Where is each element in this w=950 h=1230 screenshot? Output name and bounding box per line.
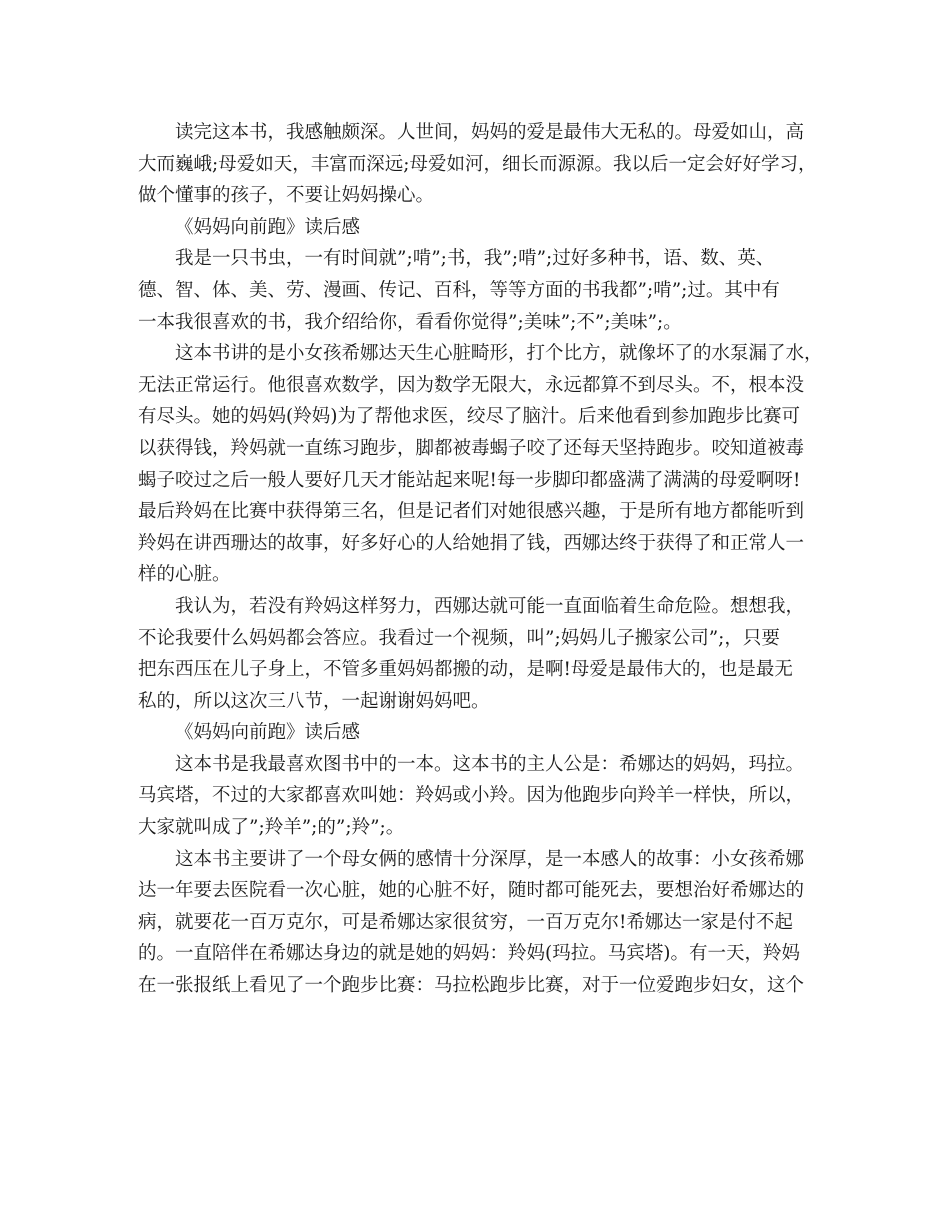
paragraph-line: 羚妈在讲西珊达的故事，好多好心的人给她捐了钱，西娜达终于获得了和正常人一 — [138, 532, 805, 554]
paragraph-line: 大家就叫成了”;羚羊”;的”;羚”;。 — [138, 817, 405, 839]
paragraph-line: 样的心脏。 — [138, 564, 231, 586]
paragraph-line: 病，就要花一百万克尔，可是希娜达家很贫穷，一百万克尔!希娜达一家是付不起 — [138, 911, 793, 933]
paragraph-line: 以获得钱，羚妈就一直练习跑步，脚都被毒蝎子咬了还每天坚持跑步。咬知道被毒 — [138, 437, 805, 459]
paragraph-first-line: 《妈妈向前跑》读后感 — [175, 216, 361, 238]
paragraph-line: 做个懂事的孩子，不要让妈妈操心。 — [138, 185, 435, 207]
paragraph-first-line: 这本书是我最喜欢图书中的一本。这本书的主人公是：希娜达的妈妈，玛拉。 — [175, 753, 805, 775]
paragraph-line: 的。一直陪伴在希娜达身边的就是她的妈妈：羚妈(玛拉。马宾塔)。有一天，羚妈 — [138, 943, 800, 965]
paragraph-line: 马宾塔，不过的大家都喜欢叫她：羚妈或小羚。因为他跑步向羚羊一样快，所以， — [138, 785, 805, 807]
paragraph-line: 在一张报纸上看见了一个跑步比赛：马拉松跑步比赛，对于一位爱跑步妇女，这个 — [138, 975, 805, 997]
paragraph-first-line: 《妈妈向前跑》读后感 — [175, 722, 361, 744]
paragraph-line: 最后羚妈在比赛中获得第三名，但是记者们对她很感兴趣，于是所有地方都能听到 — [138, 501, 805, 523]
paragraph-first-line: 读完这本书，我感触颇深。人世间，妈妈的爱是最伟大无私的。母爱如山，高 — [175, 122, 805, 143]
paragraph-line: 大而巍峨;母爱如天，丰富而深远;母爱如河，细长而源源。我以后一定会好好学习， — [138, 153, 817, 175]
paragraph-line: 一本我很喜欢的书，我介绍给你，看看你觉得”;美味”;不”;美味”;。 — [138, 311, 682, 333]
paragraph-first-line: 这本书主要讲了一个母女俩的感情十分深厚，是一本感人的故事：小女孩希娜 — [175, 848, 805, 870]
paragraph-first-line: 我是一只书虫，一有时间就”;啃”;书，我”;啃”;过好多种书，语、数、英、 — [175, 248, 775, 270]
paragraph-first-line: 我认为，若没有羚妈这样努力，西娜达就可能一直面临着生命危险。想想我， — [175, 595, 805, 617]
paragraph-line: 达一年要去医院看一次心脏，她的心脏不好，随时都可能死去，要想治好希娜达的 — [138, 880, 805, 902]
document-page — [138, 117, 828, 1002]
paragraph-line: 不论我要什么妈妈都会答应。我看过一个视频，叫”;妈妈儿子搬家公司”;，只要 — [138, 627, 780, 649]
paragraph-line: 把东西压在儿子身上，不管多重妈妈都搬的动，是啊!母爱是最伟大的，也是最无 — [138, 659, 793, 681]
paragraph-first-line: 这本书讲的是小女孩希娜达天生心脏畸形，打个比方，就像坏了的水泵漏了水， — [175, 343, 823, 365]
paragraph-line: 无法正常运行。他很喜欢数学，因为数学无限大，永远都算不到尽头。不，根本没 — [138, 374, 805, 396]
paragraph-line: 蝎子咬过之后一般人要好几天才能站起来呢!每一步脚印都盛满了满满的母爱啊呀! — [138, 469, 801, 491]
paragraph-line: 有尽头。她的妈妈(羚妈)为了帮他求医，绞尽了脑汁。后来他看到参加跑步比赛可 — [138, 406, 800, 428]
paragraph-line: 德、智、体、美、劳、漫画、传记、百科，等等方面的书我都”;啃”;过。其中有 — [138, 279, 780, 301]
paragraph-line: 私的，所以这次三八节，一起谢谢妈妈吧。 — [138, 690, 490, 712]
